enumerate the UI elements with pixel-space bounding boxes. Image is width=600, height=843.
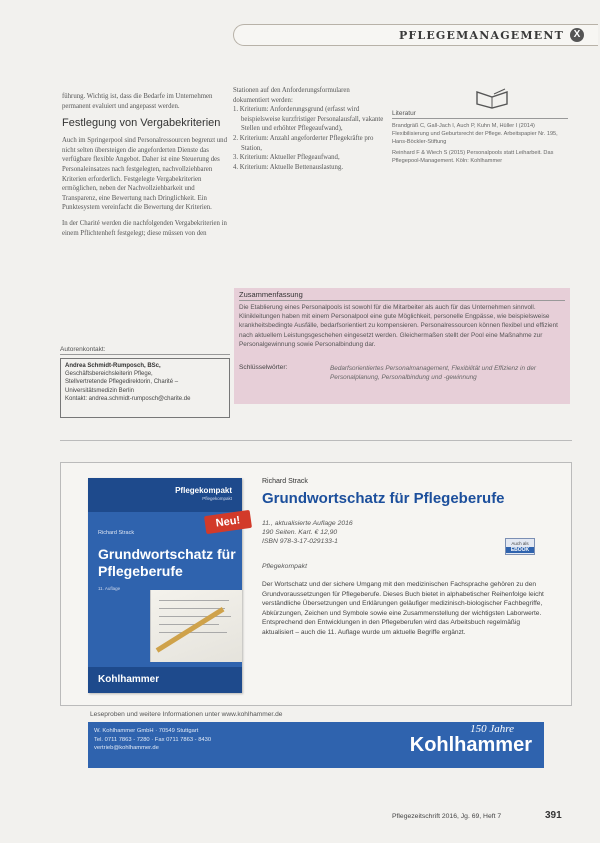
ebook-top: Auch als (511, 541, 529, 546)
list-item: 2. Kriterium: Anzahl angeforderter Pflegekräfte pro Station, (233, 134, 374, 152)
ad-series: Pflegekompakt (262, 563, 307, 570)
author-line: Kontakt: andrea.schmidt-rumposch@charite.de (65, 395, 191, 402)
summary-label: Zusammenfassung (239, 290, 565, 301)
book-series-sub: Pflegekompakt (202, 496, 232, 501)
literature-list (392, 122, 568, 168)
book-title: Grundwortschatz für Pflegeberufe (98, 546, 236, 579)
address-line[interactable]: vertrieb@kohlhammer.de (94, 745, 159, 752)
ad-author: Richard Strack (262, 478, 308, 485)
literature-entry: Brandgräß C, Gall-Jach I, Auch P, Kuhn M, Hüller I (2014) Flexibilisierung und Geburtsrecht der Pflege. Arbeitspapier Nr. 195, Hans-Böckler-Stiftung (392, 123, 558, 145)
publisher-address (94, 727, 211, 753)
summary-box (234, 288, 570, 404)
summary-text: Die Etablierung eines Personalpools ist sowohl für die Mitarbeiter als auch für das Unternehmen sinnvoll. Klinikleitungen haben mit einem Personalpool eine gute Möglichkeit, personelle Engpässe, wie beispielsweise krankheitsbedingte Ausfälle, bedarfsorientiert zu kompensieren. Personalressourcen können flexibel und effizient nach aktuellem Leistungsgeschehen eingesetzt werden. Gleichermaßen stellt der Pool eine Maßnahme zur Personalgewinnung sowie Personalbindung dar. (239, 304, 558, 348)
divider (60, 440, 572, 441)
paragraph: Stationen auf den Anforderungsformularen dokumentiert werden: (233, 87, 350, 104)
anniversary-mark: 150 Jahre (470, 723, 514, 735)
book-cover-photo (150, 590, 242, 662)
text-column-left (62, 92, 227, 244)
paragraph: Auch im Springerpool sind Personalressourcen begrenzt und nicht selten übersteigen die angeforderten Dienste das verfügbare flexible Angebot. Daher ist eine Steuerung des Personaleinsatzes nach festgelegten, nachvollziehbaren Kriterien erforderlich. Festgelegte Vergabekriterien ermöglichen, neben der Nachvollziehbarkeit und Transparenz, eine Bewertung nach Dringlichkeit. Ein Punktesystem vereinfacht die Bewertung der Kriterien. (62, 137, 227, 212)
ad-meta-line: ISBN 978-3-17-029133-1 (262, 538, 338, 546)
literature-label: Literatur (392, 110, 568, 119)
literature-entry: Reinhard F & Wiech S (2015) Personalpools statt Leiharbeit. Das Pflegepool-Management. Köln: Kohlhammer (392, 150, 554, 164)
text-column-middle (233, 86, 385, 172)
book-cover (88, 478, 242, 693)
address-line: W. Kohlhammer GmbH · 70549 Stuttgart (94, 728, 199, 734)
section-header (233, 24, 598, 46)
pencil-icon (156, 607, 225, 653)
author-line: Geschäftsbereichsleiterin Pflege, (65, 371, 153, 378)
list-item: 4. Kriterium: Aktuelle Bettenauslastung. (233, 163, 344, 171)
book-icon (474, 88, 510, 112)
ad-meta (262, 519, 353, 547)
ad-meta-line: 11., aktualisierte Auflage 2016 (262, 520, 353, 527)
paragraph: In der Charité werden die nachfolgenden Vergabekriterien in einem Pflichtenheft festgelegt; diese müssen von den (62, 219, 227, 237)
address-line: Tel. 0711 7863 - 7280 · Fax 0711 7863 - 8430 (94, 736, 212, 743)
book-author: Richard Strack (98, 530, 135, 536)
keywords-text: Bedarfsorientiertes Personalmanagement, Flexibilität und Effizienz in der Personalplanung, Personalbindung und -gewinnung (330, 365, 537, 381)
section-title: PFLEGEMANAGEMENT (398, 29, 564, 42)
ad-meta-line: 190 Seiten. Kart. € 12,90 (262, 529, 338, 537)
book-publisher: Kohlhammer (88, 667, 242, 693)
ebook-label: EBOOK (506, 547, 534, 553)
criteria-list (233, 105, 385, 172)
publisher-logo: Kohlhammer (409, 734, 532, 756)
ad-info-link[interactable]: Leseproben und weitere Informationen unter www.kohlhammer.de (90, 711, 283, 718)
book-series: Pflegekompakt (175, 486, 232, 495)
paragraph: führung. Wichtig ist, dass die Bedarfe im Unternehmen permanent evaluiert und angepasst werden. (62, 93, 213, 110)
author-line: Stellvertretende Pflegedirektorin, Charité – Universitätsmedizin Berlin (65, 379, 179, 394)
author-contact (60, 346, 230, 418)
author-label: Autorenkontakt: (60, 346, 230, 355)
keywords-label: Schlüsselwörter: (239, 364, 288, 371)
journal-reference: Pflegezeitschrift 2016, Jg. 69, Heft 7 (392, 813, 502, 820)
author-box (60, 358, 230, 418)
publisher-bar (88, 722, 544, 768)
book-cover-header (88, 478, 242, 512)
section-badge-icon: X (570, 28, 584, 42)
book-edition: 11. Auflage (98, 586, 121, 591)
section-heading: Festlegung von Vergabekriterien (62, 117, 221, 130)
ad-title: Grundwortschatz für Pflegeberufe (262, 490, 505, 507)
ebook-badge (505, 538, 535, 555)
new-badge: Neu! (204, 510, 252, 534)
page-number: 391 (545, 810, 562, 821)
author-line: Andrea Schmidt-Rumposch, BSc, (65, 363, 161, 369)
ad-description: Der Wortschatz und der sichere Umgang mit den medizinischen Fachsprache gehören zu den Grundvoraussetzungen für Pflegeberufe. Dieses Buch bietet in alphabetischer Reihenfolge leicht verständliche Übersetzungen und Erklärungen geläufiger medizinisch-biologischer Fachbegriffe, Abkürzungen, Zeichen und Symbole sowie eine Zusammenstellung der wichtigsten Laborwerte. Entsprechend den Entwicklungen in den Pflegeberufen wird das Arbeitsbuch regelmäßig aktualisiert – auch die 11. Auflage wurde um aktuelle Begriffe ergänzt. (262, 581, 544, 636)
list-item: 1. Kriterium: Anforderungsgrund (erfasst wird beispielsweise kurzfristiger Personalausfall, vakante Stellen und erhöhter Pflegeaufwand), (233, 106, 384, 133)
list-item: 3. Kriterium: Aktueller Pflegeaufwand, (233, 154, 340, 162)
